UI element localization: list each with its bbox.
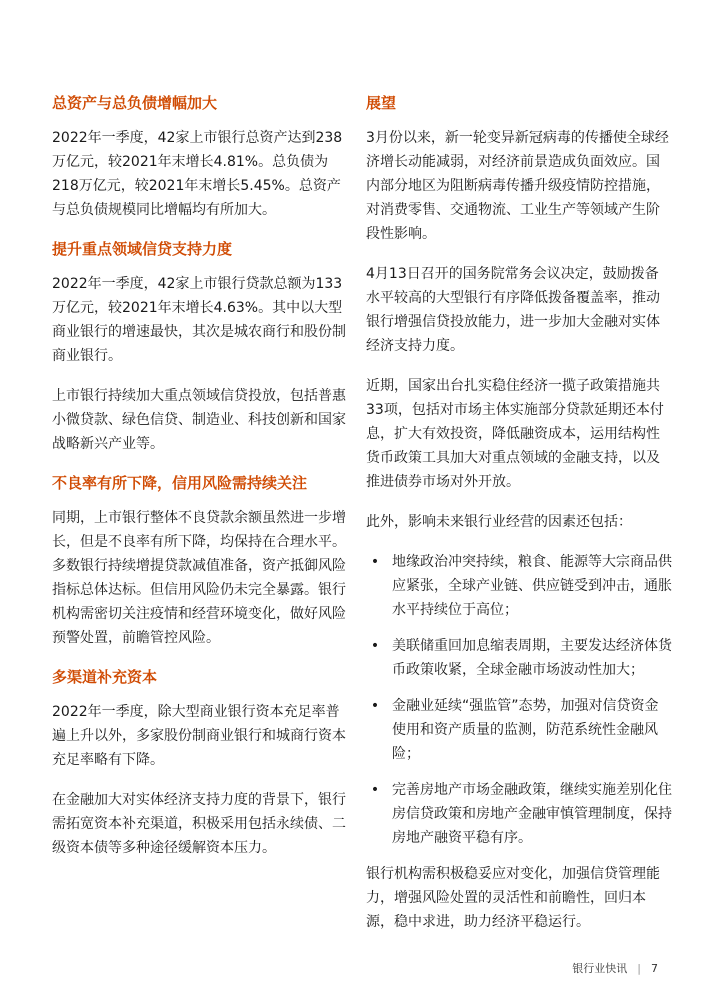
section-heading: 总资产与总负债增幅加大	[52, 94, 218, 112]
list-item	[366, 550, 672, 622]
paragraph: 4月13日召开的国务院常务会议决定，鼓励拨备水平较高的大型银行有序降低拨备覆盖率，推动银行增强信贷投放能力，进一步加大金融对实体经济支持力度。	[366, 266, 660, 354]
list-item-text: 金融业延续“强监管”态势，加强对信贷资金使用和资产质量的监测，防范系统性金融风险；	[392, 698, 659, 762]
bullet-icon: •	[370, 638, 380, 654]
left-column	[52, 92, 352, 860]
page-footer	[572, 960, 658, 976]
paragraph: 在金融加大对实体经济支持力度的背景下，银行需拓宽资本补充渠道，积极采用包括永续债、二级资本债等多种途径缓解资本压力。	[52, 792, 346, 856]
section-heading: 提升重点领域信贷支持力度	[52, 240, 233, 258]
section-heading: 展望	[366, 94, 397, 112]
section-heading: 不良率有所下降，信用风险需持续关注	[52, 474, 308, 492]
right-column	[366, 92, 672, 934]
list-item	[366, 694, 672, 766]
paragraph: 3月份以来，新一轮变异新冠病毒的传播使全球经济增长动能减弱，对经济前景造成负面效应。国内部分地区为阻断病毒传播升级疫情防控措施，对消费零售、交通物流、工业生产等领域产生阶段性影响。	[366, 130, 669, 242]
section-capital	[52, 666, 352, 860]
list-item-text: 美联储重回加息缩表周期，主要发达经济体货币政策收紧，全球金融市场波动性加大；	[392, 638, 672, 678]
factor-list	[366, 550, 672, 850]
section-outlook	[366, 92, 672, 934]
section-total-assets	[52, 92, 352, 222]
section-credit-support	[52, 238, 352, 456]
list-item	[366, 634, 672, 682]
page-number: 7	[651, 961, 658, 975]
footer-separator: |	[637, 961, 641, 975]
bullet-icon: •	[370, 698, 380, 714]
list-item	[366, 778, 672, 850]
bullet-icon: •	[370, 554, 380, 570]
bullet-icon: •	[370, 782, 380, 798]
paragraph: 2022年一季度，除大型商业银行资本充足率普遍上升以外，多家股份制商业银行和城商行资本充足率略有下降。	[52, 704, 346, 768]
list-item-text: 地缘政治冲突持续，粮食、能源等大宗商品供应紧张，全球产业链、供应链受到冲击，通胀水平持续位于高位；	[392, 554, 672, 618]
paragraph: 此外，影响未来银行业经营的因素还包括：	[366, 514, 632, 530]
paragraph: 同期，上市银行整体不良贷款余额虽然进一步增长，但是不良率有所下降，均保持在合理水平。多数银行持续增提贷款减值准备，资产抵御风险指标总体达标。但信用风险仍未完全暴露。银行机构需密切关注疫情和经营环境变化，做好风险预警处置，前瞻管控风险。	[52, 510, 346, 646]
paragraph: 2022年一季度，42家上市银行贷款总额为133万亿元，较2021年末增长4.63%。其中以大型商业银行的增速最快，其次是城农商行和股份制商业银行。	[52, 276, 346, 364]
closing-paragraph: 银行机构需积极稳妥应对变化，加强信贷管理能力，增强风险处置的灵活性和前瞻性，回归本源，稳中求进，助力经济平稳运行。	[366, 866, 660, 930]
list-item-text: 完善房地产市场金融政策，继续实施差别化住房信贷政策和房地产金融审慎管理制度，保持房地产融资平稳有序。	[392, 782, 672, 846]
paragraph: 近期，国家出台扎实稳住经济一揽子政策措施共33项，包括对市场主体实施部分贷款延期还本付息，扩大有效投资，降低融资成本，运用结构性货币政策工具加大对重点领域的金融支持，以及推进债券市场对外开放。	[366, 378, 664, 490]
publication-title: 银行业快讯	[572, 962, 628, 975]
paragraph: 上市银行持续加大重点领域信贷投放，包括普惠小微贷款、绿色信贷、制造业、科技创新和国家战略新兴产业等。	[52, 388, 346, 452]
paragraph: 2022年一季度，42家上市银行总资产达到238万亿元，较2021年末增长4.81%。总负债为218万亿元，较2021年末增长5.45%。总资产与总负债规模同比增幅均有所加大。	[52, 130, 343, 218]
section-heading: 多渠道补充资本	[52, 668, 158, 686]
section-npl	[52, 472, 352, 650]
